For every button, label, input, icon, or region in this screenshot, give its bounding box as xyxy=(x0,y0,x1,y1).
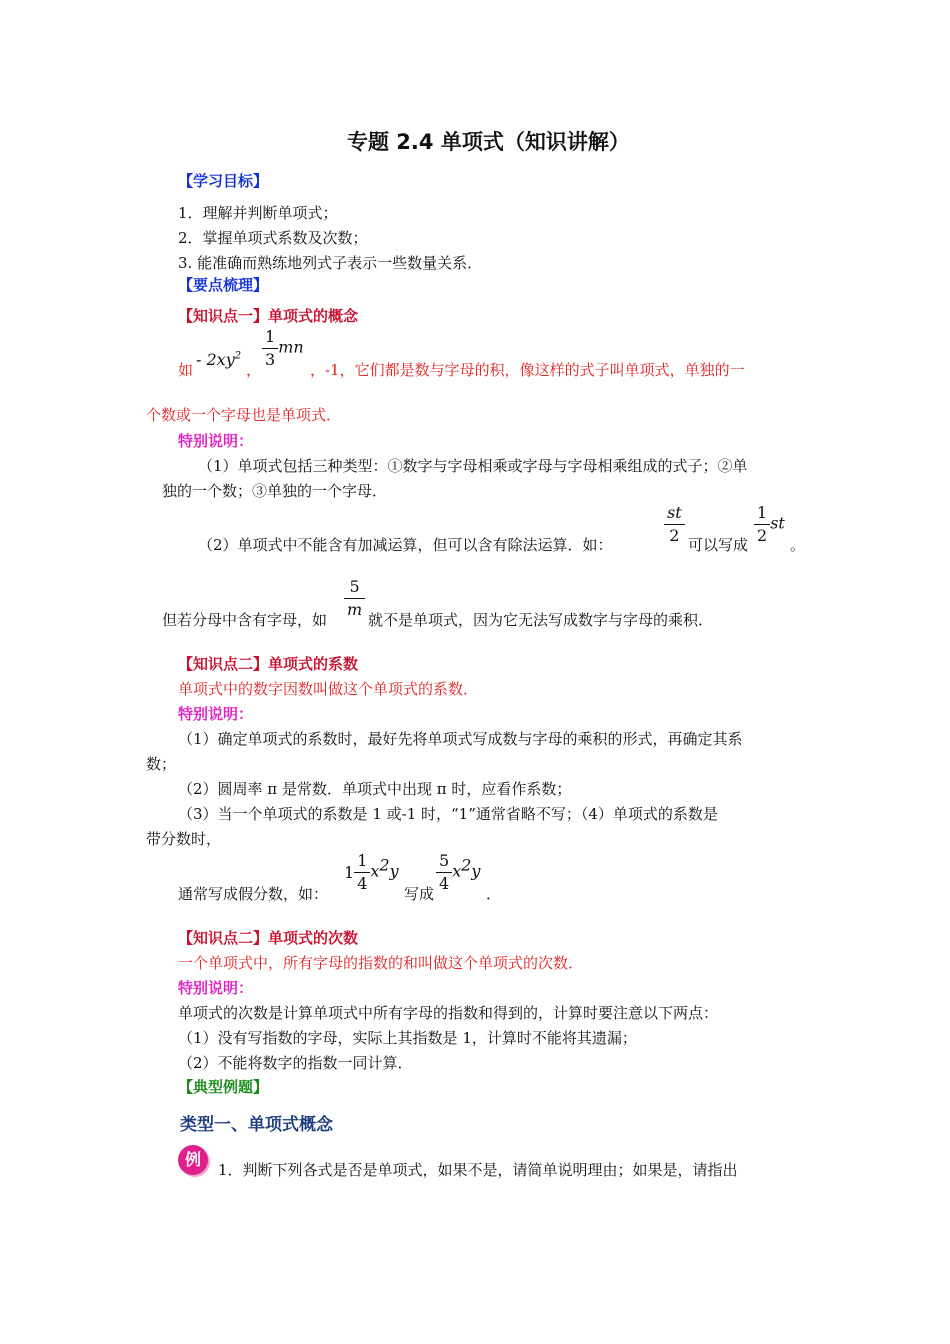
kp1-note1b: 独的一个数；③单独的一个字母． xyxy=(162,482,388,500)
kp1-note2-end: 。 xyxy=(790,536,806,554)
kp1-note3-suffix: 就不是单项式，因为它无法写成数字与字母的乘积． xyxy=(368,611,714,629)
kp2-n4-prefix: 通常写成假分数，如： xyxy=(178,885,329,903)
kp2-n1b: 数； xyxy=(146,755,177,773)
kp1-note3-prefix: 但若分母中含有字母，如 xyxy=(162,611,328,629)
kp2-n2: （2）圆周率 π 是常数．单项式中出现 π 时，应看作系数； xyxy=(178,780,572,798)
kp2-n1a: （1）确定单项式的系数时，最好先将单项式写成数与字母的乘积的形式，再确定其系 xyxy=(178,730,743,748)
example-text: 1．判断下列各式是否是单项式，如果不是，请简单说明理由；如果是，请指出 xyxy=(218,1161,738,1179)
kp1-frac: $\frac{1}{3}$ mn xyxy=(262,326,304,371)
page-title: 专题 2.4 单项式（知识讲解） xyxy=(347,130,630,154)
kp3-definition: 一个单项式中，所有字母的指数的和叫做这个单项式的次数． xyxy=(178,954,584,972)
kp1-note2-frac: $\frac{st}{2}$ xyxy=(664,502,685,547)
kp2-n4-improper: $\frac{5}{4}$ $x^2y$ xyxy=(436,850,480,895)
kp2-note-heading: 特别说明： xyxy=(178,705,254,723)
kp3-heading: 【知识点二】单项式的次数 xyxy=(178,929,359,947)
kp3-note-heading: 特别说明： xyxy=(178,979,254,997)
kp1-note2-text: （2）单项式中不能含有加减运算，但可以含有除法运算．如： xyxy=(198,536,613,554)
kp2-heading: 【知识点二】单项式的系数 xyxy=(178,655,359,673)
kp2-definition: 单项式中的数字因数叫做这个单项式的系数． xyxy=(178,680,479,698)
kp3-n1: （1）没有写指数的字母，实际上其指数是 1，计算时不能将其遗漏； xyxy=(178,1029,637,1047)
outline-heading: 【要点梳理】 xyxy=(178,276,269,294)
kp1-note1a: （1）单项式包括三种类型：①数字与字母相乘或字母与字母相乘组成的式子；②单 xyxy=(198,457,748,475)
kp1-note2-frac2: $\frac{1}{2}$ st xyxy=(754,502,785,547)
example-badge-icon: 例 xyxy=(178,1145,208,1175)
kp2-n3a: （3）当一个单项式的系数是 1 或-1 时，“1”通常省略不写；（4）单项式的系数是 xyxy=(178,805,718,823)
kp1-line1-prefix: 如 xyxy=(178,361,194,379)
kp1-note2-mid: 可以写成 xyxy=(688,536,749,554)
kp1-expr1: - $2xy^2$ xyxy=(196,350,242,369)
goal-item: 3. 能准确而熟练地列式子表示一些数量关系． xyxy=(178,254,483,272)
kp1-sep: ， xyxy=(246,361,262,379)
kp3-n2: （2）不能将数字的指数一同计算． xyxy=(178,1054,413,1072)
kp3-n0: 单项式的次数是计算单项式中所有字母的指数和得到的，计算时要注意以下两点： xyxy=(178,1004,719,1022)
kp2-n4-mixed: 1 $\frac{1}{4}$ $x^2y$ xyxy=(344,851,399,893)
kp1-heading: 【知识点一】单项式的概念 xyxy=(178,307,359,325)
goals-heading: 【学习目标】 xyxy=(178,172,269,190)
goal-item: 2．掌握单项式系数及次数； xyxy=(178,229,368,247)
type1-heading: 类型一、单项式概念 xyxy=(180,1115,333,1135)
kp2-n4-mid: 写成 xyxy=(404,885,435,903)
kp1-note3-frac: $\frac{5}{m}$ xyxy=(344,576,365,621)
kp2-n3b: 带分数时， xyxy=(146,830,222,848)
kp1-line2: 个数或一个字母也是单项式． xyxy=(146,406,342,424)
kp1-line1-suffix: ，-1，它们都是数与字母的积，像这样的式子叫单项式，单独的一 xyxy=(310,361,745,379)
kp2-n4-end: ． xyxy=(486,885,502,903)
examples-heading: 【典型例题】 xyxy=(178,1078,269,1096)
kp1-note-heading: 特别说明： xyxy=(178,432,254,450)
goal-item: 1．理解并判断单项式； xyxy=(178,204,338,222)
